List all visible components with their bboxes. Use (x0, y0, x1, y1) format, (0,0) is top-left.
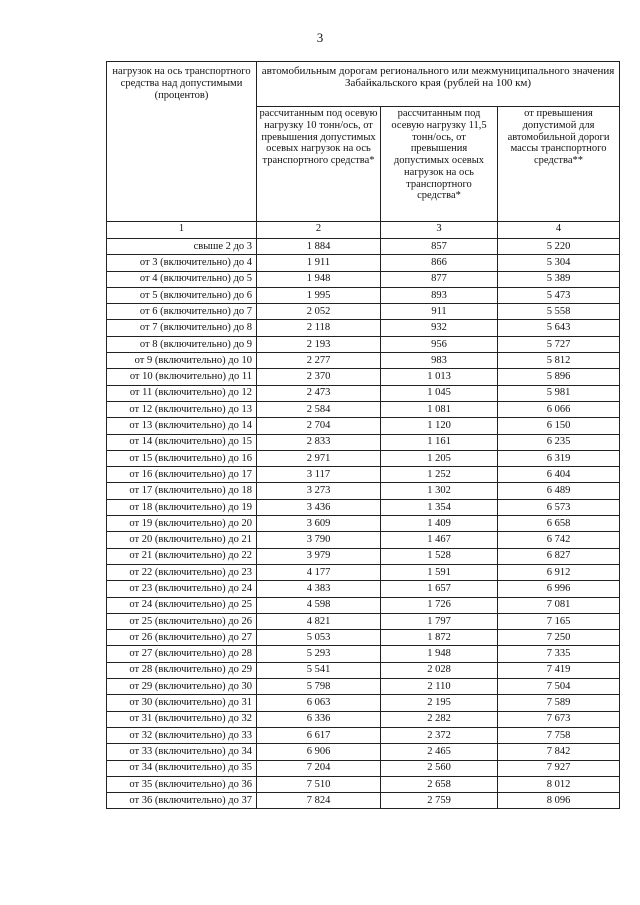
cell-axle-11-5t: 2 282 (381, 711, 498, 727)
column-number: 2 (257, 222, 381, 239)
cell-axle-10t: 3 790 (257, 532, 381, 548)
row-label: от 25 (включительно) до 26 (107, 613, 257, 629)
cell-axle-11-5t: 1 726 (381, 597, 498, 613)
row-label: от 13 (включительно) до 14 (107, 418, 257, 434)
table-row (107, 597, 620, 613)
cell-total-mass: 7 673 (498, 711, 620, 727)
row-label: от 3 (включительно) до 4 (107, 255, 257, 271)
column-number-row (107, 222, 620, 239)
cell-axle-11-5t: 1 948 (381, 646, 498, 662)
cell-total-mass: 6 319 (498, 450, 620, 466)
cell-axle-10t: 2 118 (257, 320, 381, 336)
cell-axle-10t: 2 473 (257, 385, 381, 401)
cell-total-mass: 8 012 (498, 776, 620, 792)
cell-axle-10t: 3 436 (257, 499, 381, 515)
table-row (107, 744, 620, 760)
cell-axle-11-5t: 1 252 (381, 467, 498, 483)
cell-total-mass: 6 912 (498, 564, 620, 580)
row-label: свыше 2 до 3 (107, 239, 257, 255)
cell-axle-11-5t: 911 (381, 304, 498, 320)
cell-total-mass: 5 389 (498, 271, 620, 287)
cell-total-mass: 5 304 (498, 255, 620, 271)
cell-axle-11-5t: 2 560 (381, 760, 498, 776)
cell-axle-11-5t: 1 045 (381, 385, 498, 401)
table-row (107, 760, 620, 776)
cell-axle-11-5t: 1 013 (381, 369, 498, 385)
cell-axle-10t: 2 052 (257, 304, 381, 320)
cell-total-mass: 6 235 (498, 434, 620, 450)
row-label: от 5 (включительно) до 6 (107, 287, 257, 303)
cell-axle-10t: 5 541 (257, 662, 381, 678)
table-row (107, 304, 620, 320)
row-label: от 15 (включительно) до 16 (107, 450, 257, 466)
cell-total-mass: 5 812 (498, 353, 620, 369)
cell-total-mass: 6 827 (498, 548, 620, 564)
cell-axle-11-5t: 2 658 (381, 776, 498, 792)
cell-axle-11-5t: 983 (381, 353, 498, 369)
cell-axle-10t: 3 117 (257, 467, 381, 483)
row-label: от 21 (включительно) до 22 (107, 548, 257, 564)
cell-total-mass: 6 996 (498, 581, 620, 597)
row-label: от 14 (включительно) до 15 (107, 434, 257, 450)
cell-axle-11-5t: 866 (381, 255, 498, 271)
cell-total-mass: 6 658 (498, 516, 620, 532)
cell-axle-11-5t: 877 (381, 271, 498, 287)
cell-total-mass: 5 643 (498, 320, 620, 336)
cell-axle-11-5t: 932 (381, 320, 498, 336)
table-row (107, 532, 620, 548)
page-number: 3 (316, 30, 324, 45)
table-row (107, 255, 620, 271)
table-header (107, 62, 620, 239)
cell-axle-11-5t: 1 467 (381, 532, 498, 548)
cell-total-mass: 5 727 (498, 336, 620, 352)
table-row (107, 467, 620, 483)
cell-total-mass: 7 927 (498, 760, 620, 776)
cell-axle-10t: 7 824 (257, 793, 381, 809)
cell-total-mass: 8 096 (498, 793, 620, 809)
cell-total-mass: 7 335 (498, 646, 620, 662)
cell-total-mass: 7 165 (498, 613, 620, 629)
row-label: от 18 (включительно) до 19 (107, 499, 257, 515)
cell-total-mass: 5 473 (498, 287, 620, 303)
cell-axle-10t: 5 293 (257, 646, 381, 662)
table-row (107, 287, 620, 303)
cell-axle-10t: 3 979 (257, 548, 381, 564)
cell-axle-11-5t: 956 (381, 336, 498, 352)
table-row (107, 564, 620, 580)
table-row (107, 434, 620, 450)
cell-total-mass: 7 419 (498, 662, 620, 678)
table-row (107, 776, 620, 792)
cell-axle-11-5t: 1 528 (381, 548, 498, 564)
cell-axle-11-5t: 1 591 (381, 564, 498, 580)
header-total-mass: от превышения допустимой для автомобильной дороги массы транспортного средства** (498, 107, 620, 222)
table-row (107, 613, 620, 629)
row-label: от 9 (включительно) до 10 (107, 353, 257, 369)
cell-axle-10t: 6 617 (257, 727, 381, 743)
header-overload-percent: нагрузок на ось транспортного средства над допустимыми (процентов) (107, 62, 257, 222)
cell-axle-11-5t: 1 409 (381, 516, 498, 532)
cell-axle-10t: 6 906 (257, 744, 381, 760)
row-label: от 7 (включительно) до 8 (107, 320, 257, 336)
table-row (107, 695, 620, 711)
cell-axle-10t: 2 584 (257, 401, 381, 417)
table-body (107, 239, 620, 809)
table-row (107, 711, 620, 727)
cell-total-mass: 7 250 (498, 630, 620, 646)
table-row (107, 793, 620, 809)
table-row (107, 353, 620, 369)
table-row (107, 548, 620, 564)
cell-axle-11-5t: 2 110 (381, 679, 498, 695)
table-row (107, 320, 620, 336)
row-label: от 31 (включительно) до 32 (107, 711, 257, 727)
cell-axle-10t: 5 053 (257, 630, 381, 646)
row-label: от 17 (включительно) до 18 (107, 483, 257, 499)
cell-total-mass: 6 489 (498, 483, 620, 499)
cell-axle-10t: 4 177 (257, 564, 381, 580)
row-label: от 27 (включительно) до 28 (107, 646, 257, 662)
cell-total-mass: 7 504 (498, 679, 620, 695)
row-label: от 28 (включительно) до 29 (107, 662, 257, 678)
row-label: от 29 (включительно) до 30 (107, 679, 257, 695)
cell-total-mass: 7 842 (498, 744, 620, 760)
cell-axle-10t: 2 193 (257, 336, 381, 352)
cell-total-mass: 6 150 (498, 418, 620, 434)
row-label: от 36 (включительно) до 37 (107, 793, 257, 809)
cell-axle-10t: 4 821 (257, 613, 381, 629)
row-label: от 33 (включительно) до 34 (107, 744, 257, 760)
cell-total-mass: 6 573 (498, 499, 620, 515)
column-number: 3 (381, 222, 498, 239)
cell-axle-11-5t: 857 (381, 239, 498, 255)
table-row (107, 401, 620, 417)
cell-axle-10t: 1 884 (257, 239, 381, 255)
cell-axle-11-5t: 1 161 (381, 434, 498, 450)
cell-axle-11-5t: 1 302 (381, 483, 498, 499)
cell-axle-10t: 1 948 (257, 271, 381, 287)
cell-axle-10t: 7 204 (257, 760, 381, 776)
table-row (107, 662, 620, 678)
cell-total-mass: 7 758 (498, 727, 620, 743)
cell-axle-10t: 7 510 (257, 776, 381, 792)
cell-total-mass: 6 742 (498, 532, 620, 548)
row-label: от 12 (включительно) до 13 (107, 401, 257, 417)
cell-axle-11-5t: 1 120 (381, 418, 498, 434)
cell-axle-10t: 2 971 (257, 450, 381, 466)
row-label: от 16 (включительно) до 17 (107, 467, 257, 483)
row-label: от 34 (включительно) до 35 (107, 760, 257, 776)
cell-total-mass: 7 589 (498, 695, 620, 711)
column-number: 4 (498, 222, 620, 239)
row-label: от 23 (включительно) до 24 (107, 581, 257, 597)
table-row (107, 679, 620, 695)
cell-axle-11-5t: 1 797 (381, 613, 498, 629)
row-label: от 24 (включительно) до 25 (107, 597, 257, 613)
row-label: от 19 (включительно) до 20 (107, 516, 257, 532)
header-axle-10t: рассчитанным под осевую нагрузку 10 тонн/ось, от превышения допустимых осевых нагрузок на ось транспортного средства* (257, 107, 381, 222)
row-label: от 35 (включительно) до 36 (107, 776, 257, 792)
cell-axle-10t: 5 798 (257, 679, 381, 695)
cell-axle-10t: 4 383 (257, 581, 381, 597)
cell-axle-11-5t: 2 028 (381, 662, 498, 678)
table-row (107, 239, 620, 255)
cell-total-mass: 6 404 (498, 467, 620, 483)
header-regional-roads: автомобильным дорогам регионального или межмуниципального значения Забайкальского края (рублей на 100 км) (257, 62, 620, 107)
header-axle-11-5t: рассчитанным под осевую нагрузку 11,5 тонн/ось, от превышения допустимых осевых нагрузок на ось транспортного средства* (381, 107, 498, 222)
cell-axle-10t: 2 704 (257, 418, 381, 434)
row-label: от 8 (включительно) до 9 (107, 336, 257, 352)
row-label: от 30 (включительно) до 31 (107, 695, 257, 711)
cell-axle-11-5t: 1 354 (381, 499, 498, 515)
cell-axle-10t: 6 336 (257, 711, 381, 727)
cell-axle-11-5t: 893 (381, 287, 498, 303)
table-row (107, 450, 620, 466)
cell-axle-10t: 2 833 (257, 434, 381, 450)
cell-axle-10t: 6 063 (257, 695, 381, 711)
cell-axle-11-5t: 1 205 (381, 450, 498, 466)
cell-axle-10t: 2 277 (257, 353, 381, 369)
cell-total-mass: 5 220 (498, 239, 620, 255)
table-row (107, 727, 620, 743)
table-row (107, 630, 620, 646)
table-row (107, 499, 620, 515)
table-row (107, 369, 620, 385)
tariff-table (106, 61, 620, 809)
row-label: от 26 (включительно) до 27 (107, 630, 257, 646)
row-label: от 22 (включительно) до 23 (107, 564, 257, 580)
table-row (107, 418, 620, 434)
table-row (107, 646, 620, 662)
row-label: от 20 (включительно) до 21 (107, 532, 257, 548)
cell-axle-11-5t: 2 195 (381, 695, 498, 711)
cell-axle-10t: 1 995 (257, 287, 381, 303)
cell-axle-10t: 1 911 (257, 255, 381, 271)
cell-axle-11-5t: 2 372 (381, 727, 498, 743)
cell-axle-11-5t: 2 465 (381, 744, 498, 760)
cell-total-mass: 5 896 (498, 369, 620, 385)
table-row (107, 516, 620, 532)
table-row (107, 336, 620, 352)
cell-axle-11-5t: 1 657 (381, 581, 498, 597)
cell-total-mass: 7 081 (498, 597, 620, 613)
cell-axle-10t: 2 370 (257, 369, 381, 385)
row-label: от 32 (включительно) до 33 (107, 727, 257, 743)
cell-axle-11-5t: 1 872 (381, 630, 498, 646)
cell-axle-11-5t: 2 759 (381, 793, 498, 809)
cell-axle-10t: 4 598 (257, 597, 381, 613)
cell-total-mass: 6 066 (498, 401, 620, 417)
cell-total-mass: 5 558 (498, 304, 620, 320)
table-row (107, 581, 620, 597)
table-row (107, 385, 620, 401)
column-number: 1 (107, 222, 257, 239)
cell-total-mass: 5 981 (498, 385, 620, 401)
row-label: от 11 (включительно) до 12 (107, 385, 257, 401)
row-label: от 4 (включительно) до 5 (107, 271, 257, 287)
row-label: от 10 (включительно) до 11 (107, 369, 257, 385)
cell-axle-10t: 3 273 (257, 483, 381, 499)
cell-axle-11-5t: 1 081 (381, 401, 498, 417)
table-row (107, 483, 620, 499)
table-row (107, 271, 620, 287)
row-label: от 6 (включительно) до 7 (107, 304, 257, 320)
cell-axle-10t: 3 609 (257, 516, 381, 532)
